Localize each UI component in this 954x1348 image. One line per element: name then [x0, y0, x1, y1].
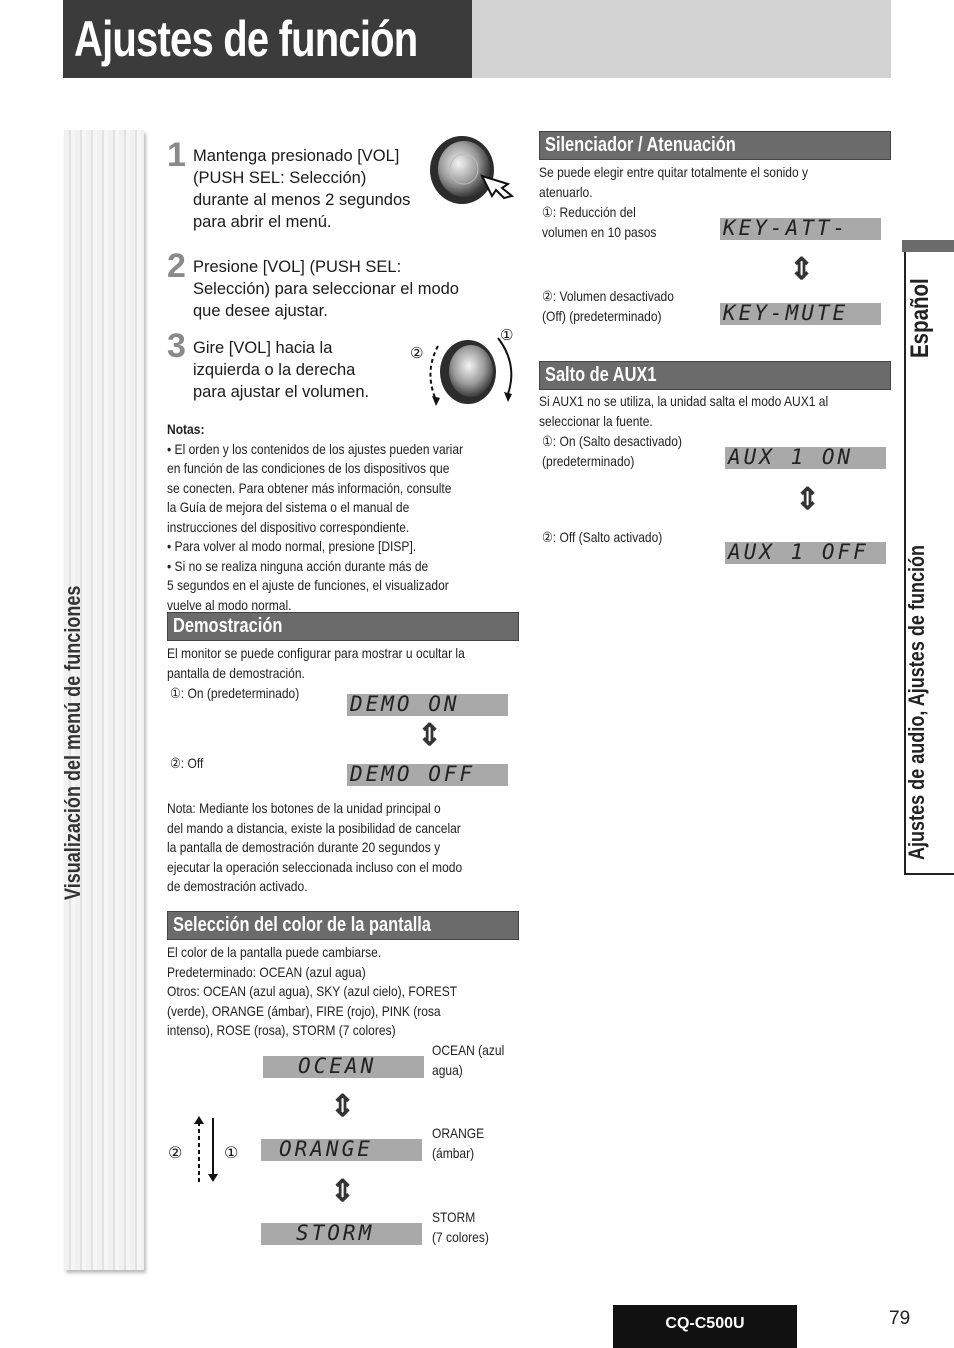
- up-down-arrow-icon: ⇕: [795, 483, 821, 516]
- step-3-text: Gire [VOL] hacia la izquierda o la derecha para ajustar el volumen.: [193, 339, 370, 401]
- lcd-key-mute: KEY-MUTE: [720, 303, 881, 325]
- section-heading-color: Selección del color de la pantalla: [167, 911, 519, 940]
- color-description: El color de la pantalla puede cambiarse. Predeterminado: OCEAN (azul agua) Otros: OCEAN (azul agua), SKY (azul cielo), FOREST (verde), ORANGE (ámbar), FIRE (rojo), PINK (rosa intenso), ROSE (rosa), STORM (7 colores): [167, 944, 458, 1038]
- step-1-text: Mantenga presionado [VOL] (PUSH SEL: Selección) durante al menos 2 segundos para abrir el menú.: [193, 147, 411, 231]
- lcd-aux-on: AUX 1 ON: [725, 447, 886, 469]
- up-down-arrow-icon: ⇕: [417, 719, 443, 752]
- lcd-demo-on: DEMO ON: [347, 694, 508, 716]
- side-tab-bar: [902, 240, 954, 252]
- up-down-arrow-icon: ⇕: [330, 1175, 356, 1208]
- model-label: CQ-C500U: [613, 1305, 797, 1348]
- knob-push-icon: [424, 132, 514, 210]
- page-title: Ajustes de función: [74, 11, 418, 67]
- section-heading-aux: Salto de AUX1: [539, 361, 891, 390]
- color-caption-orange: ORANGE (ámbar): [432, 1125, 485, 1161]
- lcd-color-storm: STORM: [261, 1223, 422, 1245]
- section-heading-demo: Demostración: [167, 612, 519, 641]
- svg-text:②: ②: [410, 344, 424, 362]
- up-down-arrow-icon: ⇕: [330, 1090, 356, 1123]
- step-number: 3: [167, 327, 186, 365]
- svg-text:①: ①: [500, 326, 514, 344]
- lcd-key-att: KEY-ATT-: [720, 218, 881, 240]
- color-caption-ocean: OCEAN (azul agua): [432, 1042, 505, 1078]
- page-number: 79: [889, 1308, 911, 1329]
- step-number: 1: [167, 136, 186, 174]
- side-label-section: Ajustes de audio, Ajustes de función: [904, 544, 929, 860]
- lcd-demo-off: DEMO OFF: [347, 764, 508, 786]
- aux-option-on: ①: On (Salto desactivado) (predeterminado): [542, 433, 682, 469]
- knob-rotate-icon: [408, 324, 520, 412]
- mute-option-att: ①: Reducción del volumen en 10 pasos: [542, 204, 657, 240]
- header-bar-light: [472, 0, 891, 78]
- side-label-left: Visualización del menú de funciones: [60, 585, 85, 900]
- lcd-color-ocean: OCEAN: [263, 1056, 424, 1078]
- svg-text:②: ②: [168, 1143, 183, 1162]
- demo-option-off: ②: Off: [170, 755, 204, 771]
- svg-text:①: ①: [224, 1143, 239, 1162]
- aux-option-off: ②: Off (Salto activado): [542, 529, 663, 545]
- aux-description: Si AUX1 no se utiliza, la unidad salta el modo AUX1 al seleccionar la fuente.: [539, 393, 829, 429]
- mute-option-mute: ②: Volumen desactivado (Off) (predeterminado): [542, 288, 674, 324]
- demo-option-on: ①: On (predeterminado): [170, 685, 300, 701]
- mute-description: Se puede elegir entre quitar totalmente el sonido y atenuarlo.: [539, 164, 809, 200]
- direction-arrows-icon: [168, 1114, 248, 1186]
- step-number: 2: [167, 247, 186, 285]
- notes-block: Notas: • El orden y los contenidos de los ajustes pueden variar en función de las condiciones de los dispositivos que se conecten. Para obtener más información, consulte la Guía de mejora del sistema o el manual de instrucciones del dispositivo correspondiente. • Para volver al modo normal, presione [DISP]. • Si no se realiza ninguna acción durante más de 5 segundos en el ajuste de funciones, el visualizador vuelve al modo normal.: [167, 421, 464, 613]
- color-caption-storm: STORM (7 colores): [432, 1209, 489, 1245]
- demo-description: El monitor se puede configurar para mostrar u ocultar la pantalla de demostración.: [167, 645, 465, 681]
- step-2-text: Presione [VOL] (PUSH SEL: Selección) para seleccionar el modo que desee ajustar.: [193, 258, 459, 320]
- lcd-aux-off: AUX 1 OFF: [725, 542, 886, 564]
- side-tab-foot: [904, 873, 954, 875]
- lcd-color-orange: ORANGE: [261, 1139, 422, 1161]
- up-down-arrow-icon: ⇕: [789, 253, 815, 286]
- side-label-language: Español: [906, 278, 934, 358]
- demo-note: Nota: Mediante los botones de la unidad principal o del mando a distancia, existe la posibilidad de cancelar la pantalla de demostración durante 20 segundos y ejecutar la operación seleccionada incluso con el modo de demostración activado.: [167, 800, 463, 894]
- section-heading-mute: Silenciador / Atenuación: [539, 131, 891, 160]
